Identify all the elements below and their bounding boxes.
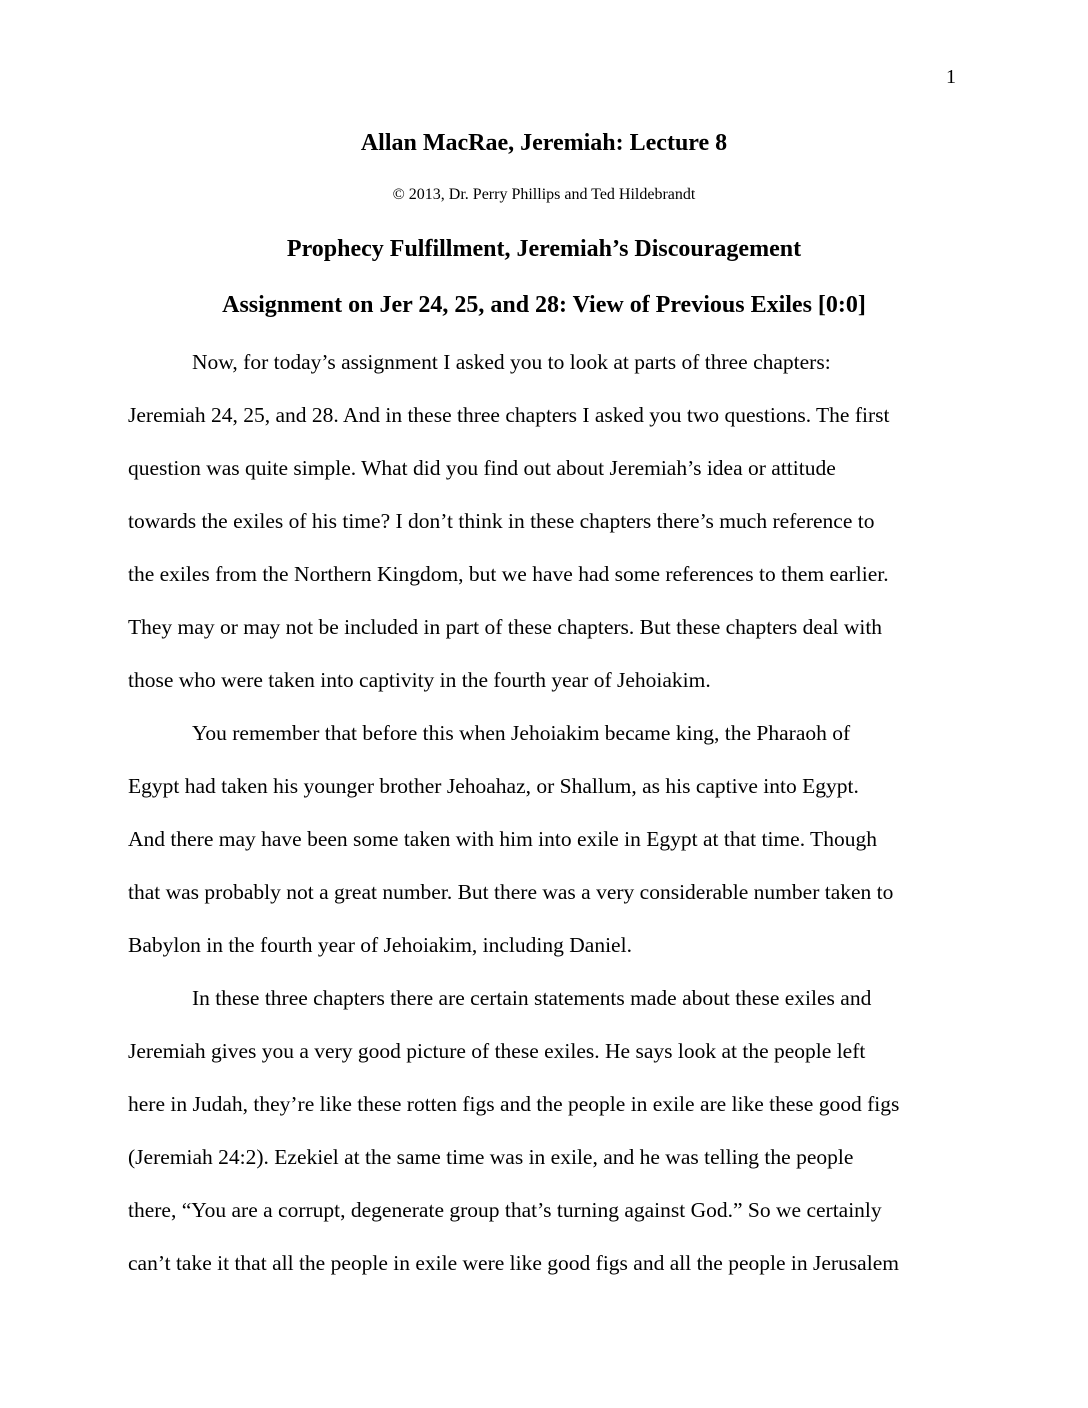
- paragraph-line: And there may have been some taken with him into exile in Egypt at that time. Though: [128, 827, 877, 851]
- paragraph-line: here in Judah, they’re like these rotten figs and the people in exile are like these good figs: [128, 1092, 900, 1116]
- paragraph-line: the exiles from the Northern Kingdom, but we have had some references to them earlier.: [128, 562, 889, 586]
- paragraph-line: Babylon in the fourth year of Jehoiakim, including Daniel.: [128, 933, 632, 957]
- copyright-notice: © 2013, Dr. Perry Phillips and Ted Hildebrandt: [392, 186, 696, 203]
- paragraph-line: Egypt had taken his younger brother Jehoahaz, or Shallum, as his captive into Egypt.: [128, 774, 859, 798]
- paragraph-line: those who were taken into captivity in the fourth year of Jehoiakim.: [128, 668, 711, 692]
- paragraph-line: Jeremiah 24, 25, and 28. And in these three chapters I asked you two questions. The first: [128, 403, 890, 427]
- page-number: 1: [946, 66, 956, 88]
- paragraph-line: can’t take it that all the people in exile were like good figs and all the people in Jerusalem: [128, 1251, 899, 1275]
- paragraph-line: (Jeremiah 24:2). Ezekiel at the same time was in exile, and he was telling the people: [128, 1145, 854, 1169]
- paragraph-line: In these three chapters there are certain statements made about these exiles and: [192, 986, 872, 1010]
- document-subtitle: Prophecy Fulfillment, Jeremiah’s Discouragement: [286, 236, 802, 262]
- document-title: Allan MacRae, Jeremiah: Lecture 8: [360, 130, 728, 156]
- paragraph-line: Jeremiah gives you a very good picture of these exiles. He says look at the people left: [128, 1039, 866, 1063]
- paragraph-line: towards the exiles of his time? I don’t think in these chapters there’s much reference to: [128, 509, 875, 533]
- paragraph-line: They may or may not be included in part of these chapters. But these chapters deal with: [128, 615, 883, 639]
- paragraph-line: Now, for today’s assignment I asked you to look at parts of three chapters:: [192, 350, 831, 374]
- section-heading: Assignment on Jer 24, 25, and 28: View of Previous Exiles [0:0]: [222, 292, 866, 318]
- paragraph-line: question was quite simple. What did you find out about Jeremiah’s idea or attitude: [128, 456, 836, 480]
- paragraph-line: that was probably not a great number. But there was a very considerable number taken to: [128, 880, 894, 904]
- paragraph-line: You remember that before this when Jehoiakim became king, the Pharaoh of: [192, 721, 851, 745]
- paragraph-line: there, “You are a corrupt, degenerate group that’s turning against God.” So we certainly: [128, 1198, 882, 1222]
